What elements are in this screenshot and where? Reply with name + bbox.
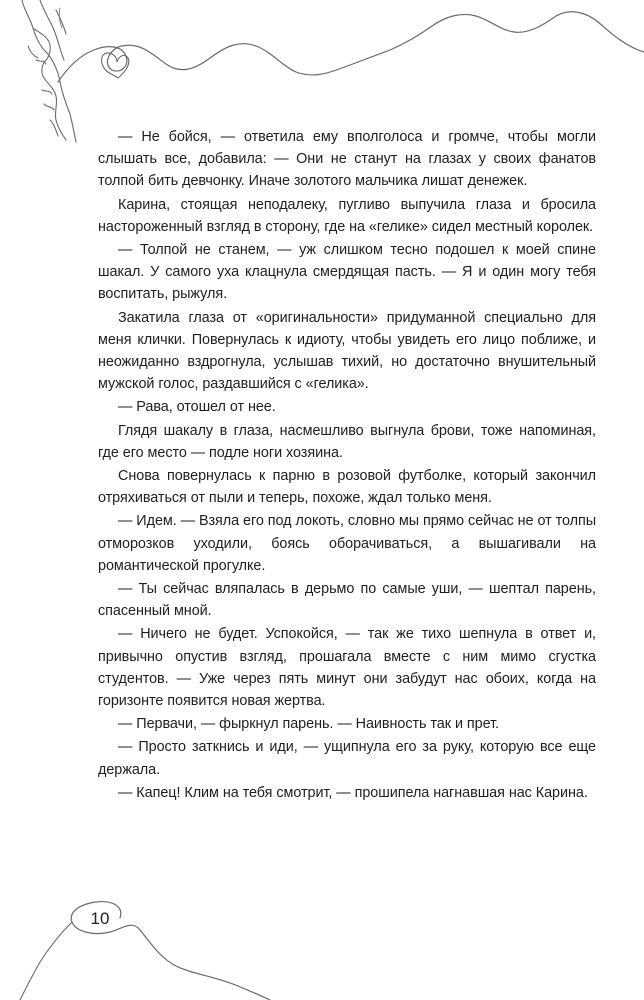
bottom-left-swirl (20, 922, 72, 1000)
paragraph: — Идем. — Взяла его под локоть, словно мы прямо сейчас не от толпы отморозков уходили, боясь оборачиваться, а вышагивали на романтической прогулке. (98, 513, 596, 574)
paragraph: — Просто заткнись и иди, — ущипнула его за руку, которую все еще держала. (98, 739, 596, 778)
paragraph: — Первачи, — фыркнул парень. — Наивность так и прет. (118, 716, 499, 733)
paragraph: Снова повернулась к парню в розовой футболке, который закончил отряхиваться от пыли и теперь, похоже, ждал только меня. (98, 468, 596, 507)
paragraph: Карина, стоящая неподалеку, пугливо выпучила глаза и бросила настороженный взгляд в сторону, где на «гелике» сидел местный королек. (98, 196, 596, 235)
paragraph: Глядя шакалу в глаза, насмешливо выгнула брови, тоже напоминая, где его место — подле ноги хозяина. (98, 422, 596, 461)
body-text (98, 126, 596, 805)
paragraph: — Ничего не будет. Успокойся, — так же тихо шепнула в ответ и, привычно опустив взгляд, прошагала вместе с ним мимо сгустка студентов. — Уже через пять минут они забудут нас обоих, когда на горизонте появится новая жертва. (98, 626, 596, 710)
paragraph: — Капец! Клим на тебя смотрит, — прошипела нагнавшая нас Карина. (118, 784, 588, 801)
heart-loop-icon (102, 53, 129, 78)
hand-drawing-icon (22, 0, 76, 142)
wavy-top-border (58, 12, 644, 82)
paragraph: — Рава, отошел от нее. (118, 399, 276, 416)
page-number: 10 (90, 909, 110, 928)
paragraph: — Ты сейчас вляпалась в дерьмо по самые уши, — шептал парень, спасенный мной. (98, 581, 596, 620)
paragraph: Закатила глаза от «оригинальности» придуманной специально для меня клички. Повернулась к идиоту, чтобы увидеть его лицо поближе, и неожиданно вздрогнула, услышав тихий, но достаточно внушительный мужской голос, раздавшийся с «гелика». (98, 309, 596, 393)
paragraph: — Не бойся, — ответила ему вполголоса и громче, чтобы могли слышать все, добавила: — Они не станут на глазах у своих фанатов толпой бить девчонку. Иначе золотого мальчика лишат денежек. (98, 129, 596, 190)
paragraph: — Толпой не станем, — уж слишком тесно подошел к моей спине шакал. У самого уха клацнула смердящая пасть. — Я и один могу тебя воспитать, рыжуля. (98, 242, 596, 303)
